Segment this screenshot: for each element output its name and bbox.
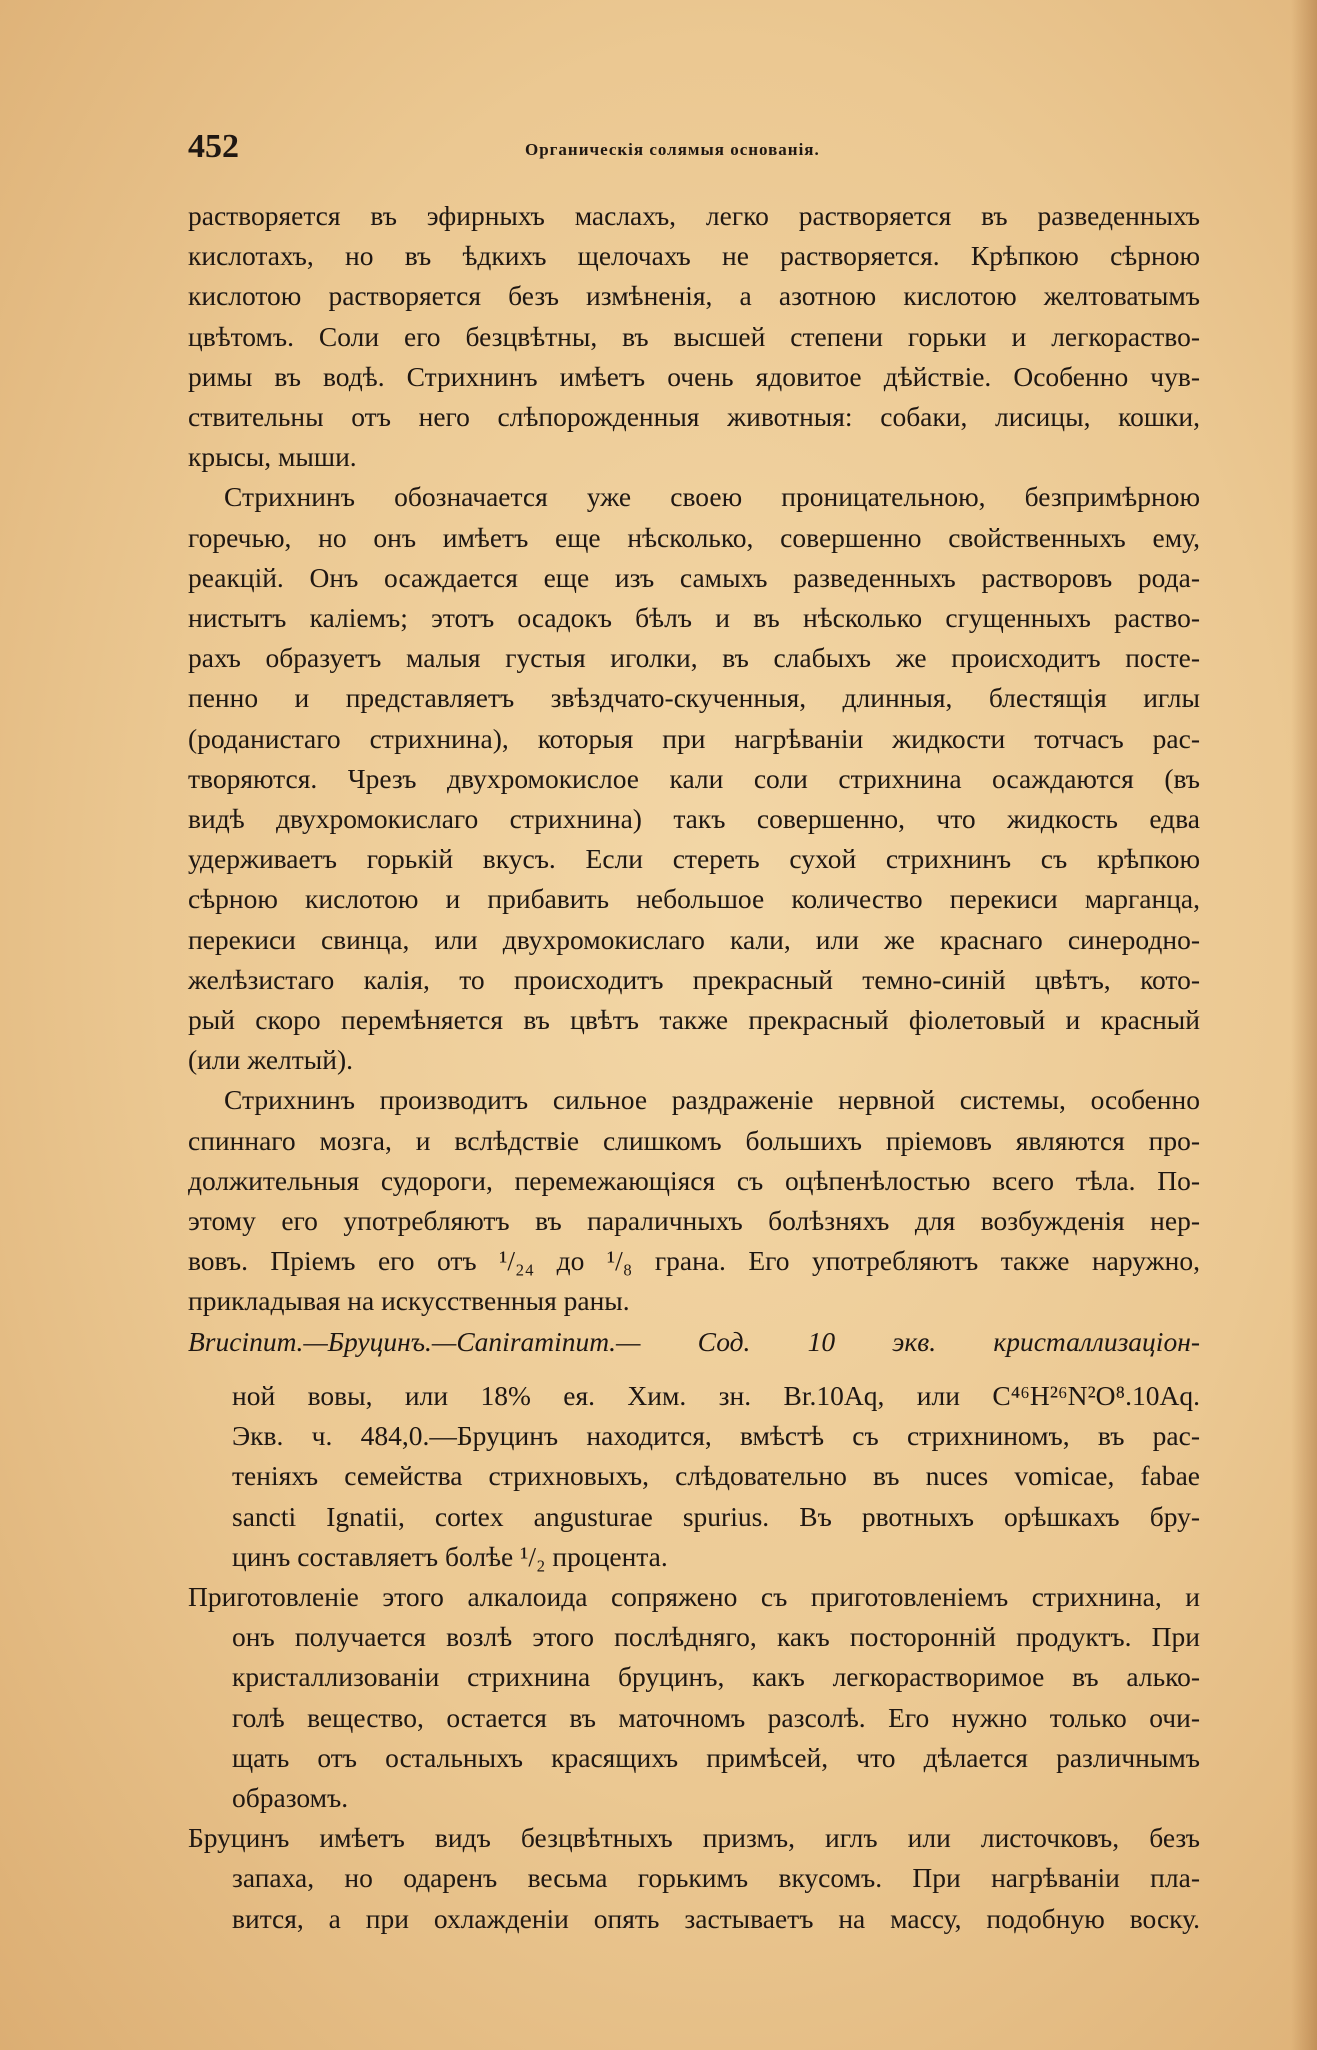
- text-line: этому его употребляютъ въ параличныхъ болѣзняхъ для возбужденія нер-: [188, 1205, 1200, 1237]
- page-number: 452: [188, 128, 239, 165]
- text-line: ствительны отъ него слѣпорожденныя животныя: собаки, лисицы, кошки,: [188, 401, 1200, 433]
- brucine-heading-line: Brucinum.—Бруцинъ.—Caniraminum.— Сод. 10 экв. кристаллизаціон-: [188, 1325, 1200, 1357]
- text-line: Стрихнинъ производитъ сильное раздраженіе нервной системы, особенно: [224, 1084, 1200, 1116]
- text-line: пенно и представляетъ звѣздчато-скученныя, длинныя, блестящія иглы: [188, 682, 1200, 714]
- text-line: творяются. Чрезъ двухромокислое кали соли стрихнина осаждаются (въ: [188, 762, 1200, 794]
- text-line: вится, а при охлажденіи опять застываетъ на массу, подобную воску.: [232, 1902, 1200, 1934]
- text-line: цинъ составляетъ болѣе ¹/₂ процента.: [232, 1540, 668, 1572]
- text-line: Бруцинъ имѣетъ видъ безцвѣтныхъ призмъ, иглъ или листочковъ, безъ: [188, 1822, 1200, 1854]
- text-line: щать отъ остальныхъ красящихъ примѣсей, что дѣлается различнымъ: [232, 1741, 1200, 1773]
- text-line: сѣрною кислотою и прибавить небольшое количество перекиси марганца,: [188, 883, 1200, 915]
- text-line: sancti Ignatii, cortex angusturae spurius. Въ рвотныхъ орѣшкахъ бру-: [232, 1500, 1200, 1532]
- text-line: голѣ вещество, остается въ маточномъ разсолѣ. Его нужно только очи-: [232, 1701, 1200, 1733]
- text-line: вовъ. Пріемъ его отъ ¹/₂₄ до ¹/₈ грана. Его употребляютъ также наружно,: [188, 1245, 1200, 1277]
- text-line: запаха, но одаренъ весьма горькимъ вкусомъ. При нагрѣваніи пла-: [232, 1862, 1200, 1894]
- paragraph: [188, 196, 1200, 477]
- paragraph: [188, 1818, 1200, 1939]
- text-line: кристаллизованіи стрихнина бруцинъ, какъ легкорастворимое въ алько-: [232, 1661, 1200, 1693]
- text-line: удерживаетъ горькій вкусъ. Если стереть сухой стрихнинъ съ крѣпкою: [188, 843, 1200, 875]
- text-line: образомъ.: [232, 1781, 349, 1813]
- page-edge-shadow: [1291, 0, 1317, 2050]
- text-line: кислотахъ, но въ ѣдкихъ щелочахъ не растворяется. Крѣпкою сѣрною: [188, 240, 1200, 272]
- text-line: горечью, но онъ имѣетъ еще нѣсколько, совершенно свойственныхъ ему,: [188, 521, 1200, 553]
- text-line: растворяется въ эфирныхъ маслахъ, легко растворяется въ разведенныхъ: [188, 200, 1200, 231]
- paragraph: [188, 477, 1200, 1080]
- text-line: крысы, мыши.: [188, 441, 357, 473]
- text-line: перекиси свинца, или двухромокислаго кали, или же краснаго синеродно-: [188, 923, 1200, 955]
- body-text: [188, 196, 1200, 1939]
- text-line: рахъ образуетъ малыя густыя иголки, въ слабыхъ же происходитъ посте-: [188, 642, 1200, 674]
- text-line: должительныя судороги, перемежающіяся съ оцѣпенѣлостью всего тѣла. По-: [188, 1164, 1200, 1196]
- paragraph: [188, 1080, 1200, 1321]
- text-line: Экв. ч. 484,0.—Бруцинъ находится, вмѣстѣ съ стрихниномъ, въ рас-: [232, 1420, 1200, 1452]
- text-line: Стрихнинъ обозначается уже своею проницательною, безпримѣрною: [224, 481, 1200, 513]
- page-header: [188, 128, 1198, 168]
- text-line: нистытъ каліемъ; этотъ осадокъ бѣлъ и въ нѣсколько сгущенныхъ раство-: [188, 602, 1200, 634]
- text-line: видѣ двухромокислаго стрихнина) такъ совершенно, что жидкость едва: [188, 803, 1200, 835]
- running-title: Органическія солямыя основанія.: [525, 140, 820, 159]
- text-line: онъ получается возлѣ этого послѣдняго, какъ посторонній продуктъ. При: [232, 1621, 1200, 1653]
- text-line: прикладывая на искусственныя раны.: [188, 1285, 630, 1317]
- text-line: Приготовленіе этого алкалоида сопряжено съ приготовленіемъ стрихнина, и: [188, 1580, 1200, 1612]
- text-line: спиннаго мозга, и вслѣдствіе слишкомъ большихъ пріемовъ являются про-: [188, 1124, 1200, 1156]
- text-line: цвѣтомъ. Соли его безцвѣтны, въ высшей степени горьки и легкораство-: [188, 320, 1200, 352]
- text-line: желѣзистаго калія, то происходитъ прекрасный темно-синій цвѣтъ, кото-: [188, 963, 1200, 995]
- text-line: реакцій. Онъ осаждается еще изъ самыхъ разведенныхъ растворовъ рода-: [188, 561, 1200, 593]
- text-line: рый скоро перемѣняется въ цвѣтъ также прекрасный фіолетовый и красный: [188, 1004, 1200, 1036]
- paragraph: [188, 1577, 1200, 1818]
- text-line: ной вовы, или 18% ея. Хим. зн. Br.10Aq, или C⁴⁶H²⁶N²O⁸.10Aq.: [232, 1379, 1200, 1411]
- paragraph-brucine-heading: [188, 1322, 1200, 1577]
- text-line: теніяхъ семейства стрихновыхъ, слѣдовательно въ nuces vomicae, fabae: [232, 1460, 1200, 1492]
- text-line: (роданистаго стрихнина), которыя при нагрѣваніи жидкости тотчасъ рас-: [188, 722, 1200, 754]
- text-line: кислотою растворяется безъ измѣненія, а азотною кислотою желтоватымъ: [188, 280, 1200, 312]
- text-line: (или желтый).: [188, 1044, 353, 1076]
- text-line: римы въ водѣ. Стрихнинъ имѣетъ очень ядовитое дѣйствіе. Особенно чув-: [188, 360, 1200, 392]
